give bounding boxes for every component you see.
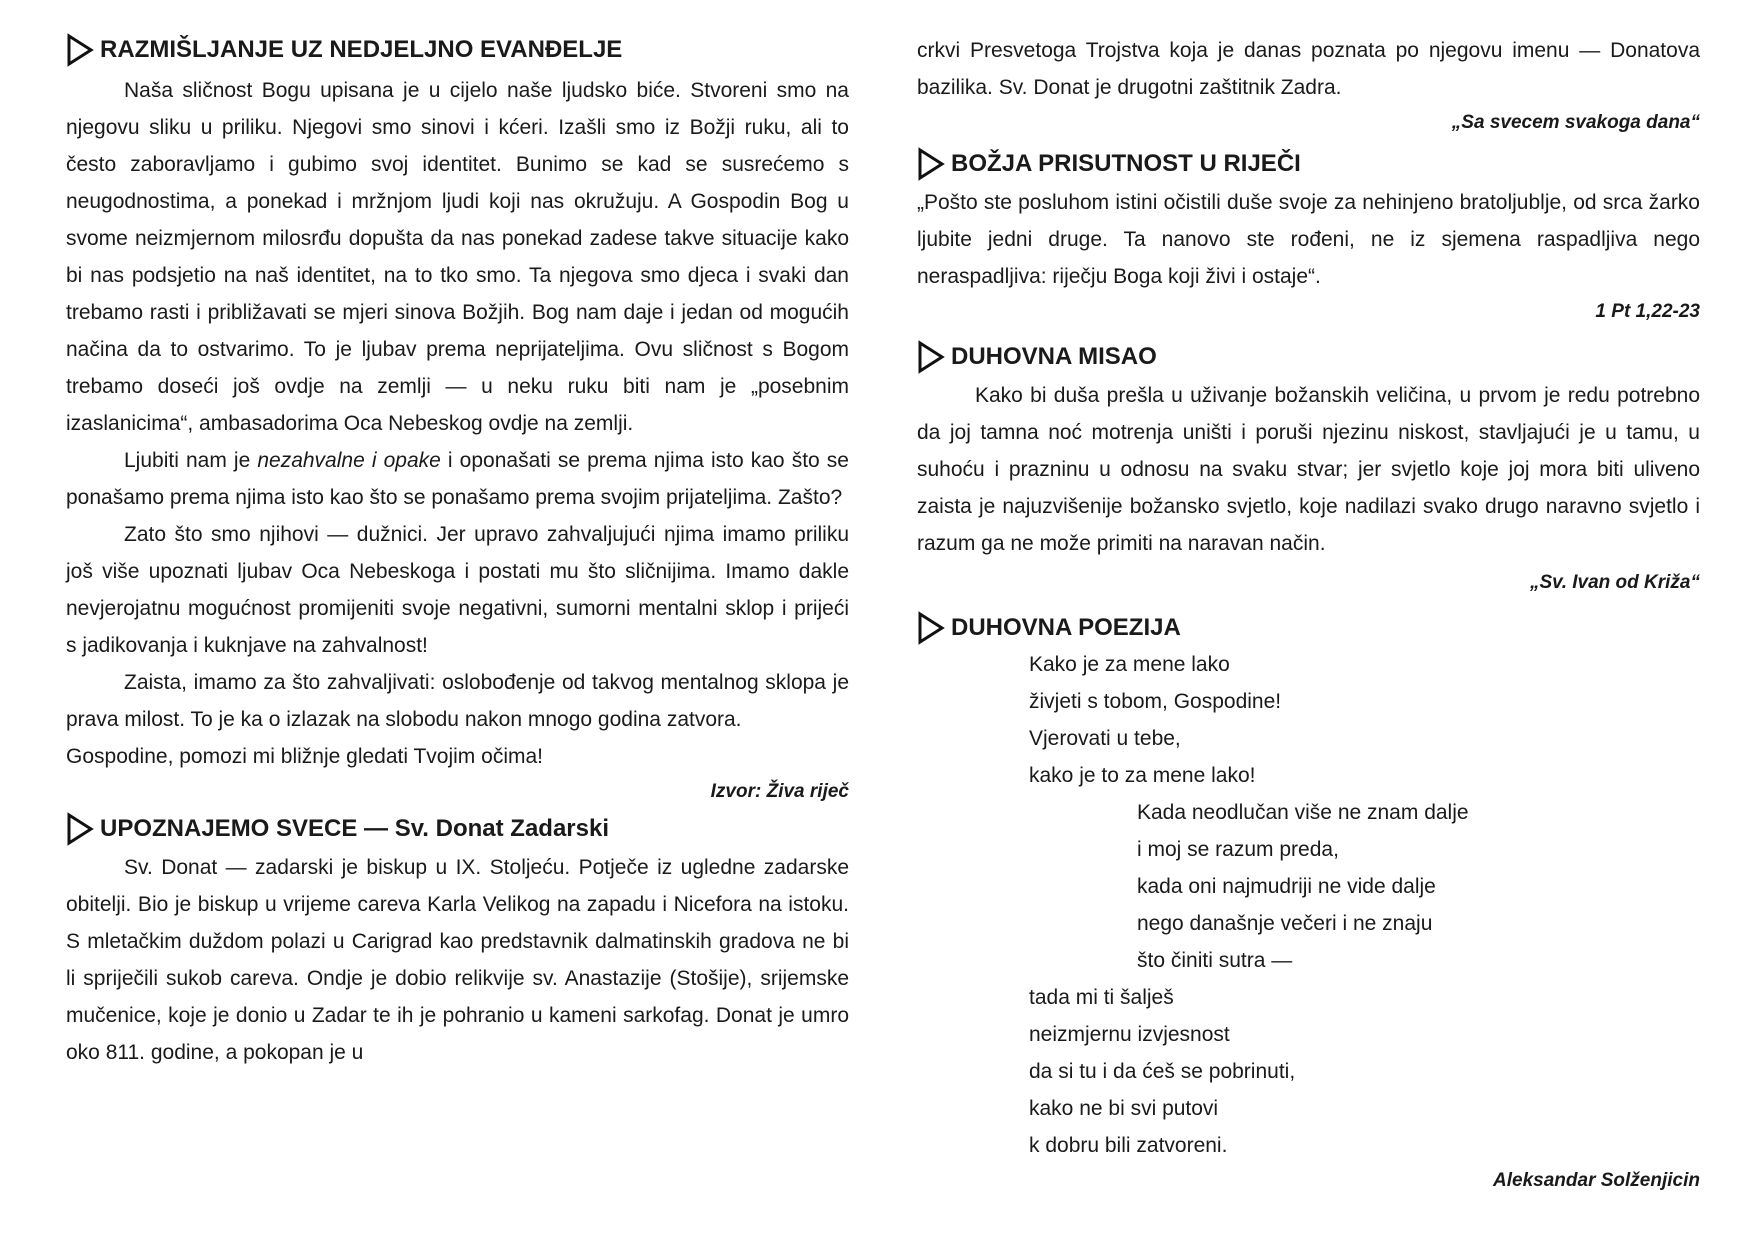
reflection-prayer: Gospodine, pomozi mi bližnje gledati Tvojim očima! [66,745,543,768]
section-heading-reflection [66,32,849,68]
poem-line: kako je to za mene lako! [1029,764,1256,787]
reflection-paragraph-3: Zato što smo njihovi — dužnici. Jer upravo zahvaljujući njima imamo priliku još više upoznati ljubav Oca Nebeskoga i postati mu što sličnijima. Imamo dakle nevjerojatnu mogućnost promijeniti svoje negativni, sumorni mentalni sklop i prijeći s jadikovanja i kuknjave na zahvalnost! [66,523,849,657]
section-title: RAZMIŠLJANJE UZ NEDJELJNO EVANĐELJE [100,36,623,63]
poem-line: da si tu i da ćeš se pobrinuti, [1029,1060,1296,1083]
section-title: BOŽJA PRISUTNOST U RIJEČI [951,150,1301,177]
section-title: UPOZNAJEMO SVECE — Sv. Donat Zadarski [100,815,610,842]
section-heading-thought [917,339,1700,375]
left-column [66,32,849,1071]
reflection-source: Izvor: Živa riječ [710,781,849,802]
poem-line: živjeti s tobom, Gospodine! [1029,690,1282,713]
scripture-quote: „Pošto ste posluhom istini očistili duše svoje za nehinjeno bratoljublje, od srca žarko ljubite jedni druge. Ta nanovo ste rođeni, ne iz sjemena raspadljiva nego neraspadljiva: riječju Boga koji živi i ostaje“. [917,191,1700,288]
section-heading-poetry [917,610,1700,646]
reflection-paragraph-4: Zaista, imamo za što zahvaljivati: oslobođenje od takvog mentalnog sklopa je prava milost. To je ka o izlazak na slobodu nakon mnogo godina zatvora. [66,671,849,731]
thought-paragraph: Kako bi duša prešla u uživanje božanskih veličina, u prvom je redu potrebno da joj tamna noć motrenja uništi i poruši njezinu niskost, stavljajući je u tamu, u suhoću i prazninu u odnosu na svaku stvar; jer svjetlo koje joj mora biti uliveno zaista je najuzvišenije božansko svjetlo, koje nadilazi svako drugo naravno svjetlo i razum ga ne može primiti na naravan način. [917,384,1700,555]
text-segment: Ljubiti nam je [124,449,258,472]
poem-line: Kada neodlučan više ne znam dalje [1137,801,1469,824]
poem [917,646,1700,1164]
right-column [917,32,1700,1198]
poem-line: što činiti sutra — [1137,949,1293,972]
reflection-paragraph-1: Naša sličnost Bogu upisana je u cijelo naše ljudsko biće. Stvoreni smo na njegovu sliku u priliku. Njegovi smo sinovi i kćeri. Izašli smo iz Božji ruku, ali to često zaboravljamo i gubimo svoj identitet. Bunimo se kad se susrećemo s neugodnostima, a ponekad i mržnjom ljudi koji nas okružuju. A Gospodin Bog u svome neizmjernom milosrđu dopušta da nas ponekad zadese takve situacije kako bi nas podsjetio na naš identitet, na to tko smo. Ta njegova smo djeca i svaki dan trebamo rasti i približavati se mjeri sinova Božjih. Bog nam daje i jedan od mogućih načina da to ostvarimo. To je ljubav prema neprijateljima. Ovu sličnost s Bogom trebamo doseći još ovdje na zemlji — u neku ruku biti nam je „posebnim izaslanicima“, ambasadorima Oca Nebeskog ovdje na zemlji. [66,79,849,435]
text-segment: i oponašati se prema njima isto kao što se ponašamo prema njima isto kao što se ponašamo prema svojim prijateljima. Zašto? [66,449,849,509]
poem-line: kako ne bi svi putovi [1029,1097,1219,1120]
saints-paragraph-continued: crkvi Presvetoga Trojstva koja je danas poznata po njegovu imenu — Donatova bazilika. Sv. Donat je drugotni zaštitnik Zadra. [917,39,1700,99]
section-heading-word [917,146,1700,182]
poem-line: neizmjernu izvjesnost [1029,1023,1230,1046]
emphasized-text: nezahvalne i opake [257,449,441,472]
section-heading-saints [66,811,849,847]
thought-source: „Sv. Ivan od Križa“ [1530,572,1700,593]
section-title: DUHOVNA MISAO [951,343,1157,370]
poem-line: k dobru bili zatvoreni. [1029,1134,1228,1157]
poem-line: i moj se razum preda, [1137,838,1339,861]
scripture-reference: 1 Pt 1,22-23 [1595,301,1700,322]
poem-line: Vjerovati u tebe, [1029,727,1181,750]
play-triangle-icon [917,611,945,645]
poem-line: tada mi ti šalješ [1029,986,1174,1009]
saints-source: „Sa svecem svakoga dana“ [1451,112,1700,133]
play-triangle-icon [917,147,945,181]
play-triangle-icon [66,812,94,846]
poem-line: kada oni najmudriji ne vide dalje [1137,875,1436,898]
reflection-paragraph-2 [66,442,849,516]
saints-paragraph: Sv. Donat — zadarski je biskup u IX. Stoljeću. Potječe iz ugledne zadarske obitelji. Bio je biskup u vrijeme careva Karla Velikog na zapadu i Nicefora na istoku. S mletačkim duždom polazi u Carigrad kao predstavnik dalmatinskih gradova ne bi li spriječili sukob careva. Ondje je dobio relikvije sv. Anastazije (Stošije), srijemske mučenice, koje je donio u Zadar te ih je pohranio u kameni sarkofag. Donat je umro oko 811. godine, a pokopan je u [66,856,849,1064]
play-triangle-icon [66,33,94,67]
poem-author: Aleksandar Solženjicin [1493,1170,1700,1191]
poem-line: Kako je za mene lako [1029,653,1230,676]
play-triangle-icon [917,340,945,374]
section-title: DUHOVNA POEZIJA [951,614,1181,641]
poem-line: nego današnje večeri i ne znaju [1137,912,1433,935]
